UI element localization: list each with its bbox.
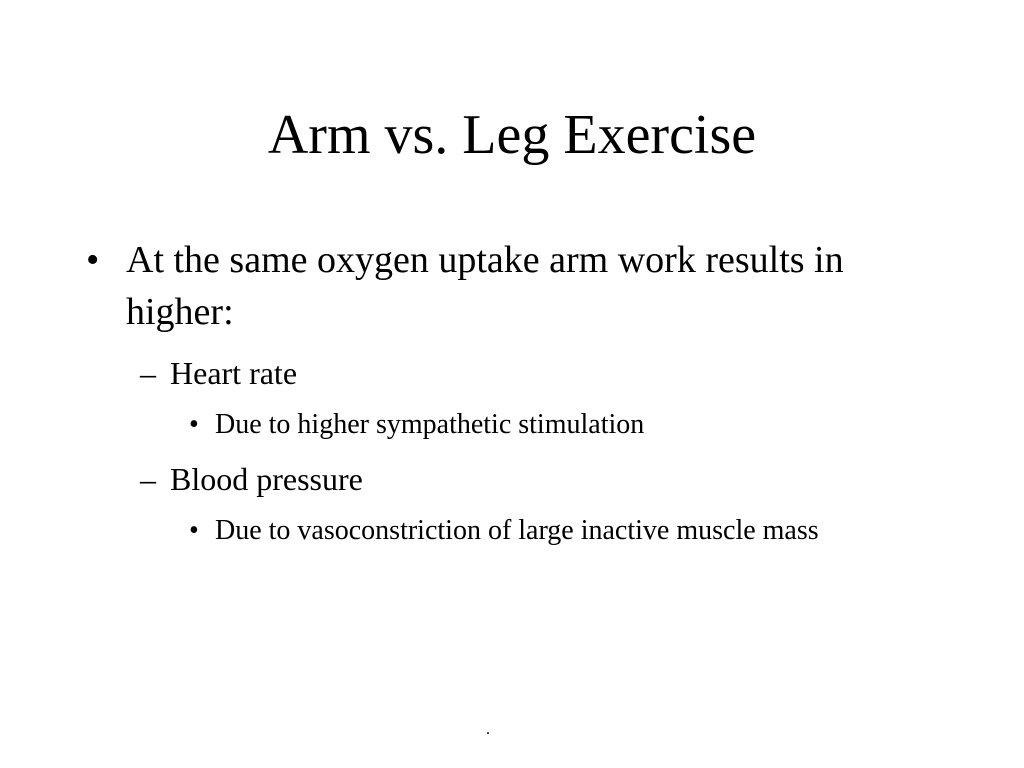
bullet-item [86,234,846,338]
sub-bullet-item [140,457,363,501]
bullet-marker: • [189,409,199,440]
dash-marker: – [140,355,156,391]
bullet-marker: • [189,515,199,546]
sub-sub-bullet-item [189,404,895,446]
sub-sub-bullet-item [189,510,895,552]
sub-sub-bullet-text: Due to higher sympathetic stimulation [215,409,645,440]
sub-bullet-text: Heart rate [170,355,298,391]
slide-title: Arm vs. Leg Exercise [267,104,757,166]
sub-bullet-text: Blood pressure [170,461,363,497]
bullet-text: At the same oxygen uptake arm work results in higher: [126,239,844,333]
bullet-marker: • [86,239,100,281]
sub-bullet-item [140,351,298,395]
footer-text: . [486,721,490,738]
dash-marker: – [140,461,156,497]
sub-sub-bullet-text: Due to vasoconstriction of large inactive muscle mass [215,515,819,546]
